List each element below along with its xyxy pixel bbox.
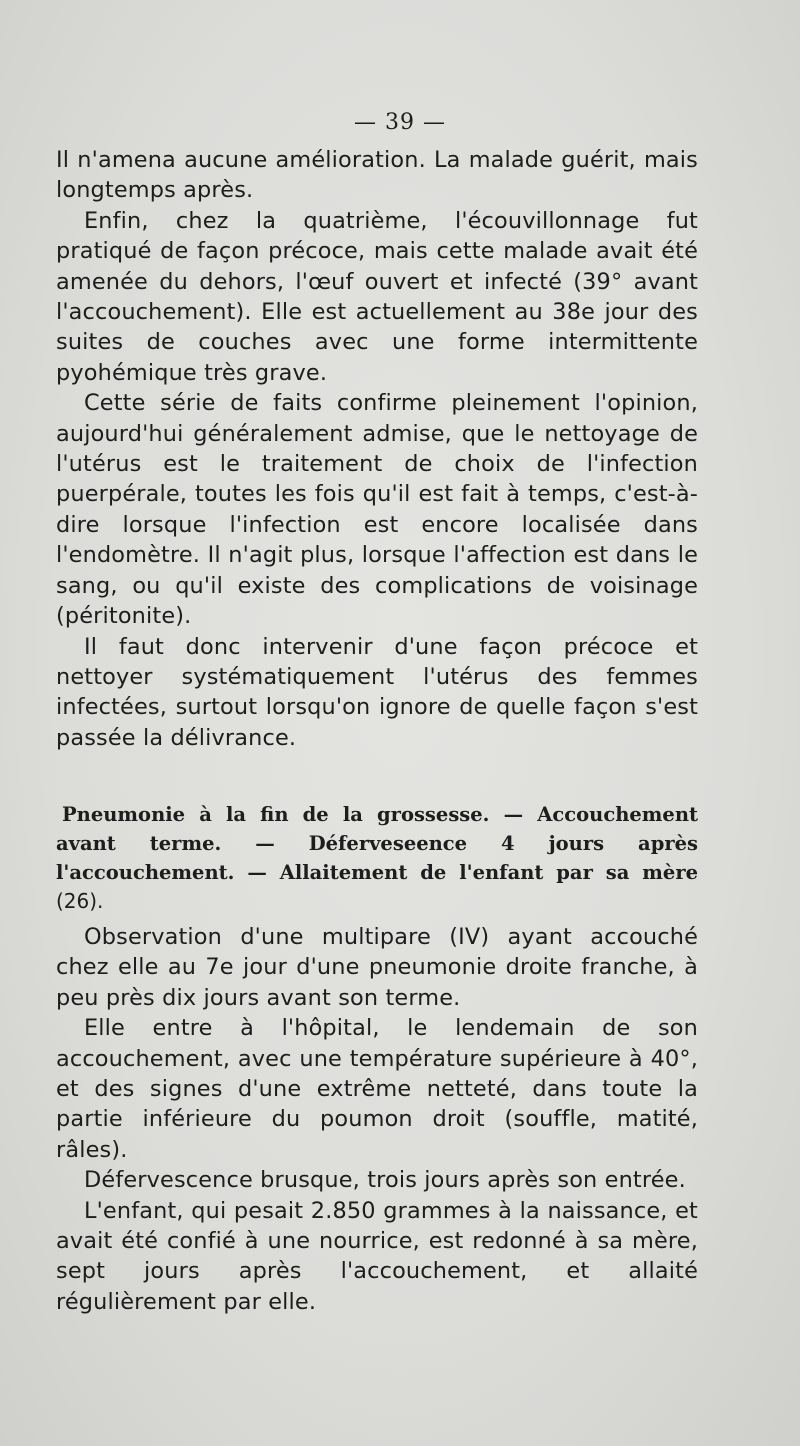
section-heading-reference: (26).	[56, 889, 104, 913]
paragraph: Elle entre à l'hôpital, le lendemain de son accouchement, avec une température supérieure à 40°, et des signes d'une extrême netteté, dans toute la partie inférieure du poumon droit (souffle, matité, râles).	[56, 1015, 698, 1163]
paragraph: Observation d'une multipare (IV) ayant accouché chez elle au 7e jour d'une pneumonie droite franche, à peu près dix jours avant son terme.	[56, 924, 698, 1011]
paragraph: Enfin, chez la quatrième, l'écouvillonnage fut pratiqué de façon précoce, mais cette malade avait été amenée du dehors, l'œuf ouvert et infecté (39° avant l'accouchement). Elle est actuellement au 38e jour des suites de couches avec une forme intermittente pyohémique très grave.	[56, 207, 698, 386]
paragraph: Cette série de faits confirme pleinement l'opinion, aujourd'hui généralement admise, que le nettoyage de l'utérus est le traitement de choix de l'infection puerpérale, toutes les fois qu'il est fait à temps, c'est-à-dire lorsque l'infection est encore localisée dans l'endomètre. Il n'agit plus, lorsque l'affection est dans le sang, ou qu'il existe des complications de voisinage (péritonite).	[56, 390, 698, 630]
section-heading-title: Pneumonie à la fin de la grossesse. — Accouchement avant terme. — Déferveseence 4 jours après l'accouchement. — Allaitement de l'enfant par sa mère	[56, 803, 698, 884]
page-number: — 39 —	[354, 110, 446, 135]
paragraph: Il n'amena aucune amélioration. La malade guérit, mais longtemps après.	[56, 147, 698, 204]
section-heading	[56, 800, 698, 916]
text-block-top	[56, 145, 698, 753]
paragraph: L'enfant, qui pesait 2.850 grammes à la naissance, et avait été confié à une nourrice, est redonné à sa mère, sept jours après l'accouchement, et allaité régulièrement par elle.	[56, 1197, 698, 1315]
paragraph: Il faut donc intervenir d'une façon précoce et nettoyer systématiquement l'utérus des femmes infectées, surtout lorsqu'on ignore de quelle façon s'est passée la délivrance.	[56, 633, 698, 751]
paragraph: Défervescence brusque, trois jours après son entrée.	[84, 1167, 686, 1194]
text-block-bottom	[56, 922, 698, 1317]
